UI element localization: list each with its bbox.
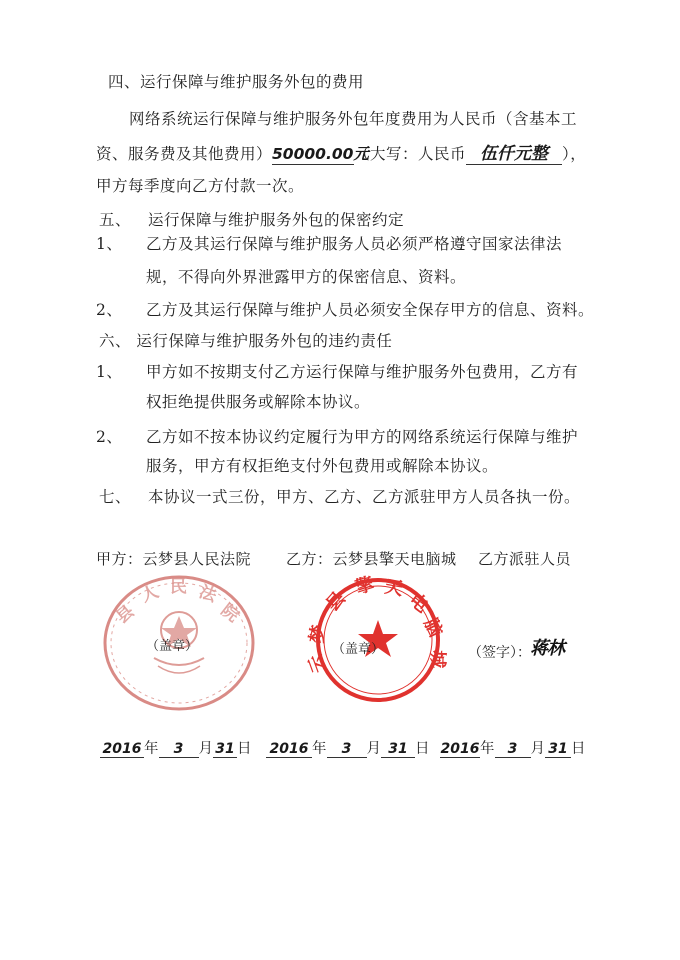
section-6-item-1-line-2: 权拒绝提供服务或解除本协议。 — [146, 393, 371, 411]
party-a: 甲方：云梦县人民法院 — [96, 550, 252, 568]
date-a-month-char: 月 — [198, 741, 213, 757]
svg-text:院: 院 — [216, 600, 243, 627]
section-5-item-1-line-1: 乙方及其运行保障与维护服务人员必须严格遵守国家法律法 — [146, 235, 563, 253]
date-b-day: 31 — [381, 741, 415, 758]
date-c-year-char: 年 — [480, 741, 495, 757]
section-5-item-1-line-2: 规，不得向外界泄露甲方的保密信息、资料。 — [146, 268, 467, 286]
date-b-year: 2016 — [266, 741, 312, 758]
date-c-month-char: 月 — [530, 741, 545, 757]
fee-prefix: 资、服务费及其他费用） — [96, 145, 273, 163]
svg-text:梦: 梦 — [306, 623, 331, 645]
date-a-month: 3 — [159, 741, 199, 758]
svg-text:人: 人 — [138, 581, 162, 607]
section-6-item-1-line-1: 甲方如不按期支付乙方运行保障与维护服务外包费用，乙方有 — [146, 363, 579, 381]
date-a-day: 31 — [213, 741, 237, 758]
section-7-number: 七、 — [99, 488, 132, 506]
party-c: 乙方派驻人员 — [478, 550, 572, 568]
section-5-number: 五、 — [99, 211, 132, 229]
section-6-item-2-line-1: 乙方如不按本协议约定履行为甲方的网络系统运行保障与维护 — [146, 428, 579, 446]
date-c-day: 31 — [545, 741, 571, 758]
svg-text:城: 城 — [426, 649, 448, 669]
date-a-day-char: 日 — [237, 741, 252, 757]
section-6-item-2-number: 2、 — [96, 428, 123, 446]
svg-text:民: 民 — [170, 577, 187, 597]
date-b-month: 3 — [327, 741, 367, 758]
fee-suffix: ）， — [562, 145, 587, 163]
section-5-item-1-number: 1、 — [96, 235, 123, 253]
signature: 蒋林 — [530, 638, 564, 659]
fee-amount-words: 伍仟元整 — [466, 144, 562, 165]
date-b-month-char: 月 — [366, 741, 381, 757]
section-5-item-2: 乙方及其运行保障与维护人员必须安全保存甲方的信息、资料。 — [146, 301, 595, 319]
date-b — [266, 737, 430, 758]
section-4-paragraph-line-1: 网络系统运行保障与维护服务外包年度费用为人民币（含基本工 — [129, 110, 578, 128]
svg-text:电: 电 — [404, 589, 433, 618]
date-c-month: 3 — [495, 741, 531, 758]
seal-a-label: （盖章） — [146, 639, 199, 654]
svg-text:擎: 擎 — [353, 573, 377, 599]
fee-amount: 50000.00元 — [272, 145, 369, 163]
seal-b-label: （盖章） — [332, 642, 385, 657]
svg-text:天: 天 — [383, 576, 405, 601]
date-a-year-char: 年 — [144, 741, 159, 757]
svg-text:法: 法 — [196, 581, 220, 607]
section-5-heading: 运行保障与维护服务外包的保密约定 — [148, 211, 405, 229]
date-c-year: 2016 — [440, 741, 480, 757]
section-4-paragraph-line-3: 甲方每季度向乙方付款一次。 — [96, 177, 305, 195]
svg-text:云: 云 — [304, 651, 331, 676]
date-c — [440, 737, 586, 758]
date-b-day-char: 日 — [415, 741, 430, 757]
svg-text:脑: 脑 — [419, 614, 447, 641]
fee-words-prefix: （大写：人民币 — [354, 145, 467, 163]
section-6-item-1-number: 1、 — [96, 363, 123, 381]
date-c-day-char: 日 — [571, 741, 586, 757]
date-b-year-char: 年 — [312, 741, 327, 757]
section-5-item-2-number: 2、 — [96, 301, 123, 319]
date-a-year: 2016 — [100, 741, 144, 758]
section-4-paragraph-line-2 — [96, 144, 586, 165]
section-6-item-2-line-2: 服务，甲方有权拒绝支付外包费用或解除本协议。 — [146, 457, 499, 475]
svg-text:县: 县 — [112, 601, 139, 628]
svg-text:县: 县 — [322, 587, 350, 616]
section-7-text: 本协议一式三份，甲方、乙方、乙方派驻甲方人员各执一份。 — [148, 488, 581, 506]
signature-label: （签字）： — [468, 645, 531, 661]
section-6-heading: 六、 运行保障与维护服务外包的违约责任 — [99, 332, 393, 350]
section-4-heading: 四、运行保障与维护服务外包的费用 — [108, 73, 365, 91]
party-b: 乙方：云梦县擎天电脑城 — [286, 550, 457, 568]
date-a — [100, 737, 252, 758]
